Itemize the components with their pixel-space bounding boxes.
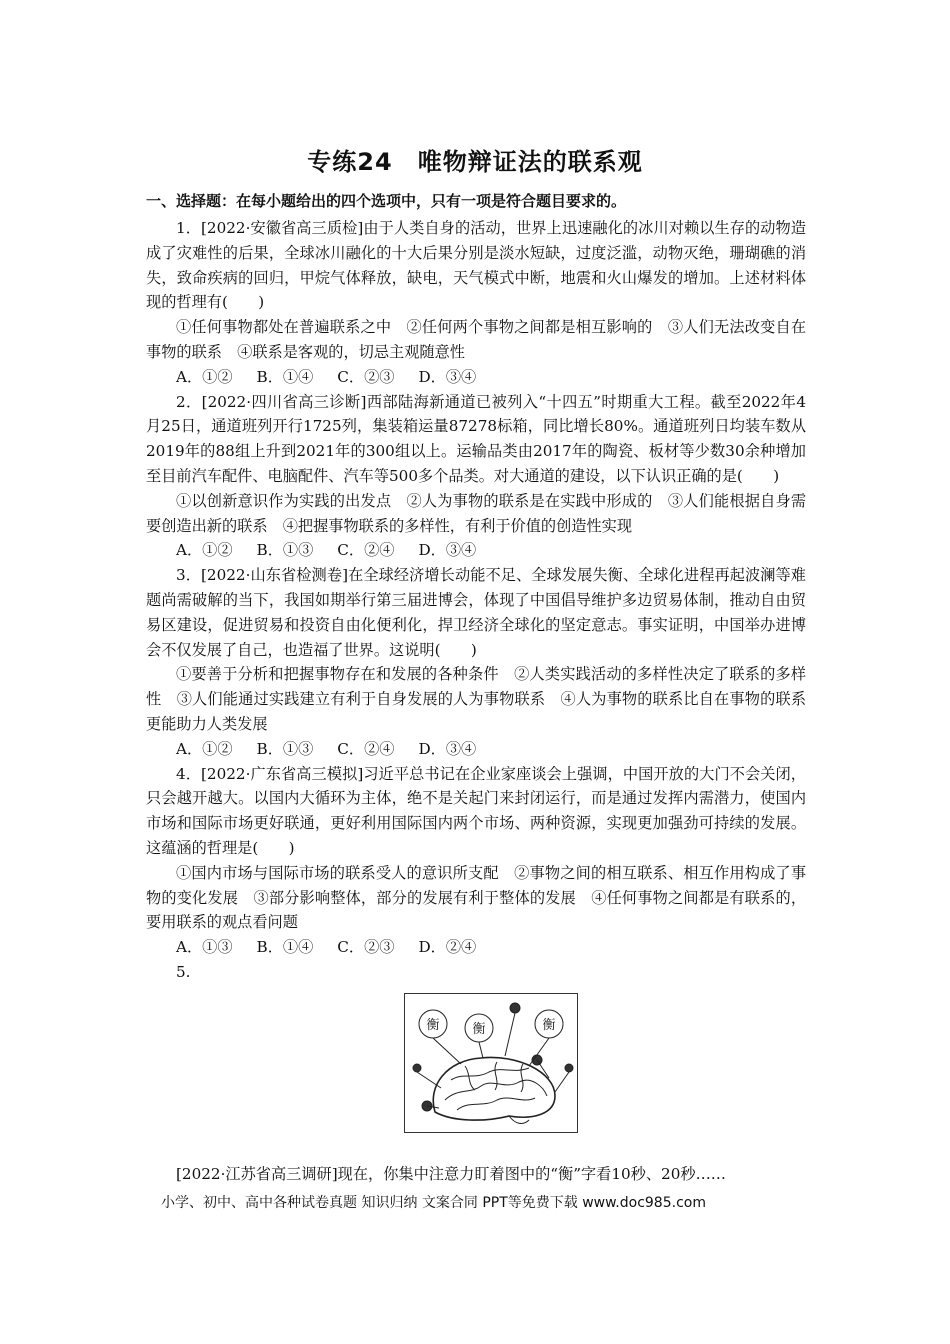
brain-figure (404, 993, 578, 1133)
figure-char-2: 衡 (472, 1021, 486, 1037)
option-b: B．①④ (256, 367, 314, 386)
option-b: B．①④ (256, 938, 314, 957)
option-c: C．②④ (337, 739, 395, 758)
question-items: ①以创新意识作为实践的出发点 ②人为事物的联系是在实践中形成的 ③人们能根据自身需要创造出新的联系 ④把握事物联系的多样性，有利于价值的创造性实现 (146, 491, 806, 535)
option-d: D．②④ (418, 938, 477, 957)
option-b: B．①③ (256, 541, 314, 560)
option-c: C．②③ (337, 367, 395, 386)
question-4 (146, 762, 806, 960)
question-items: ①国内市场与国际市场的联系受人的意识所支配 ②事物之间的相互联系、相互作用构成了事物的变化发展 ③部分影响整体，部分的发展有利于整体的发展 ④任何事物之间都是有联系的，要用联系的观点看问题 (146, 863, 806, 932)
option-b: B．①③ (256, 739, 314, 758)
option-a: A．①③ (176, 938, 233, 957)
question-2 (146, 390, 806, 564)
page-title: 专练24 唯物辩证法的联系观 (307, 148, 643, 176)
question-5-stem: [2022·江苏省高三调研]现在，你集中注意力盯着图中的“衡”字看10秒、20秒…… (176, 1165, 726, 1183)
answer-options (146, 737, 806, 762)
page-footer: 小学、初中、高中各种试卷真题 知识归纳 文案合同 PPT等免费下载 www.doc985.com (161, 1195, 706, 1211)
section-heading: 一、选择题：在每小题给出的四个选项中，只有一项是符合题目要求的。 (146, 192, 627, 210)
question-1 (146, 216, 806, 390)
option-d: D．③④ (418, 739, 477, 758)
option-a: A．①② (176, 739, 233, 758)
question-items: ①任何事物都处在普遍联系之中 ②任何两个事物之间都是相互影响的 ③人们无法改变自在事物的联系 ④联系是客观的，切忌主观随意性 (146, 318, 806, 361)
figure-char-1: 衡 (426, 1017, 440, 1033)
question-list (146, 216, 806, 1133)
question-stem: 2．[2022·四川省高三诊断]西部陆海新通道已被列入“十四五”时期重大工程。截至2022年4月25日，通道班列开行1725列，集装箱运量87278标箱，同比增长80%。通道班列日均装车数从2019年的88组上升到2021年的300组以上。运输品类由2017年的陶瓷、板材等少数30余种增加至目前汽车配件、电脑配件、汽车等500多个品类。对大通道的建设，以下认识正确的是( ) (146, 392, 806, 485)
option-d: D．③④ (418, 541, 477, 560)
brain-illustration (405, 994, 577, 1132)
option-c: C．②④ (337, 541, 395, 560)
question-3 (146, 563, 806, 761)
question-number: 5. (176, 962, 191, 981)
option-d: D．③④ (418, 367, 477, 386)
question-items: ①要善于分析和把握事物存在和发展的各种条件 ②人类实践活动的多样性决定了联系的多样性 ③人们能通过实践建立有利于自身发展的人为事物联系 ④人为事物的联系比自在事物的联系更能助力人类发展 (146, 665, 806, 733)
option-c: C．②③ (337, 938, 395, 957)
answer-options (146, 538, 806, 563)
question-stem: 1．[2022·安徽省高三质检]由于人类自身的活动，世界上迅速融化的冰川对赖以生存的动物造成了灾难性的后果，全球冰川融化的十大后果分别是淡水短缺，过度泛滥，动物灭绝，珊瑚礁的消失，致命疾病的回归，甲烷气体释放，缺电，天气模式中断，地震和火山爆发的增加。上述材料体现的哲理有( ) (146, 219, 806, 312)
answer-options (146, 935, 806, 960)
figure-char-3: 衡 (542, 1017, 556, 1033)
question-stem: 3．[2022·山东省检测卷]在全球经济增长动能不足、全球发展失衡、全球化进程再起波澜等难题尚需破解的当下，我国如期举行第三届进博会，体现了中国倡导维护多边贸易体制，推动自由贸易区建设，促进贸易和投资自由化便利化，捍卫经济全球化的坚定意志。事实证明，中国举办进博会不仅发展了自己，也造福了世界。这说明( ) (146, 566, 806, 659)
option-a: A．①② (176, 541, 233, 560)
question-5 (146, 960, 806, 1133)
answer-options (146, 365, 806, 390)
question-stem: 4．[2022·广东省高三模拟]习近平总书记在企业家座谈会上强调，中国开放的大门不会关闭，只会越开越大。以国内大循环为主体，绝不是关起门来封闭运行，而是通过发挥内需潜力，使国内市场和国际市场更好联通，更好利用国际国内两个市场、两种资源，实现更加强劲可持续的发展。这蕴涵的哲理是( ) (146, 764, 806, 857)
option-a: A．①② (176, 367, 233, 386)
